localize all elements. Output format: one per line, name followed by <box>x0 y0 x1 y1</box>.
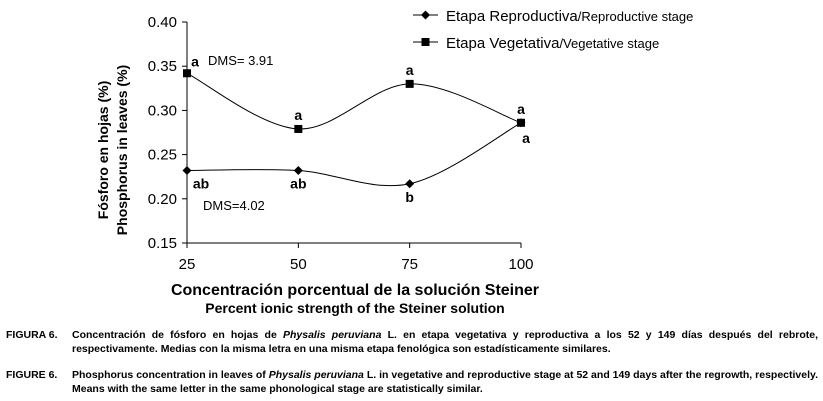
y-tick-label: 0.25 <box>147 146 177 164</box>
series-line <box>187 73 521 129</box>
y-tick-label: 0.15 <box>147 235 177 252</box>
legend-reproductive-en: /Reproductive stage <box>577 9 694 24</box>
square-marker <box>294 125 302 133</box>
diamond-marker <box>405 179 414 188</box>
x-axis-label-es: Concentración porcentual de la solución Steiner <box>170 282 540 299</box>
legend-vegetative-en: /Vegetative stage <box>559 36 660 51</box>
y-ticks <box>148 14 187 252</box>
caption-label-en: FIGURE 6. <box>6 369 58 381</box>
y-axis-label-es: Fósforo en hojas (%) <box>95 80 111 220</box>
x-tick-label: 100 <box>508 256 534 273</box>
significance-letter: ab <box>192 175 210 192</box>
significance-letter: a <box>522 129 530 146</box>
series-reproductive <box>183 118 531 204</box>
dms-vegetative-annotation: DMS= 3.91 <box>208 53 274 68</box>
square-marker <box>517 119 525 127</box>
legend <box>413 8 693 52</box>
y-tick-label: 0.40 <box>147 14 177 31</box>
y-tick-label: 0.30 <box>147 102 177 120</box>
significance-letter: a <box>191 53 199 70</box>
significance-letter: b <box>405 188 414 205</box>
x-ticks <box>179 243 534 273</box>
dms-reproductive-annotation: DMS=4.02 <box>203 198 265 213</box>
caption-body-es <box>72 328 818 356</box>
caption-species-es: Physalis peruviana <box>283 329 382 341</box>
significance-letter: ab <box>290 175 307 192</box>
caption-species-en: Physalis peruviana <box>268 369 364 381</box>
caption-text-en-post: L. in vegetative and reproductive stage at 52 and 149 days after the regrowth, respectively. Means with the same letter in the same phonological stage are statistically similar. <box>72 369 818 395</box>
series-layer <box>183 53 531 205</box>
square-marker <box>183 69 191 77</box>
x-tick-label: 25 <box>178 256 196 273</box>
caption-label-es: FIGURA 6. <box>6 329 58 341</box>
significance-letter: a <box>517 100 525 117</box>
figure-caption-en <box>6 368 818 396</box>
legend-square-icon <box>422 38 430 46</box>
x-axis-label-en: Percent ionic strength of the Steiner solution <box>205 300 505 316</box>
y-tick-label: 0.35 <box>147 58 177 76</box>
x-tick-label: 50 <box>289 256 307 273</box>
significance-letter: a <box>405 61 414 78</box>
y-axis-label-en: Phosphorus in leaves (%) <box>114 64 130 236</box>
caption-body-en <box>72 368 818 396</box>
caption-text-en-pre: Phosphorus concentration in leaves of <box>72 369 269 381</box>
significance-letter: a <box>294 106 303 123</box>
figure-caption-es <box>6 328 818 356</box>
legend-reproductive-es: Etapa Reproductiva <box>446 8 578 25</box>
y-tick-label: 0.20 <box>147 190 177 208</box>
caption-text-es-post: L. en etapa vegetativa y reproductiva a los 52 y 149 días después del rebrote, respectivamente. Medias con la misma letra en una misma etapa fenológica son estadísticamente similares. <box>72 329 818 355</box>
legend-label-vegetative <box>446 35 659 52</box>
series-line <box>187 123 521 186</box>
diamond-marker <box>183 166 192 175</box>
x-tick-label: 75 <box>401 256 419 273</box>
square-marker <box>406 80 414 88</box>
legend-label-reproductive <box>446 8 693 25</box>
legend-diamond-icon <box>421 11 430 20</box>
caption-text-es-pre: Concentración de fósforo en hojas de <box>72 329 283 341</box>
legend-vegetative-es: Etapa Vegetativa <box>446 35 560 52</box>
diamond-marker <box>294 166 303 175</box>
